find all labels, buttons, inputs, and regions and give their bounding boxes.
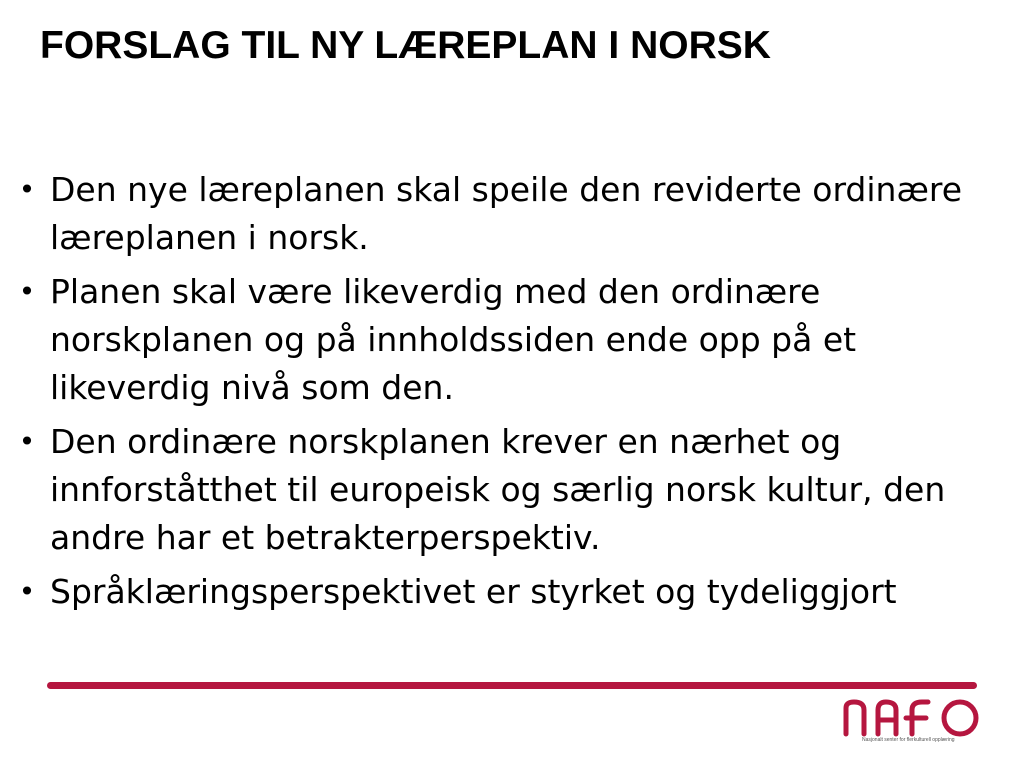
bullet-dot-icon: •: [18, 425, 36, 458]
nafo-logo: [838, 694, 988, 754]
logo-tagline: Nasjonalt senter for flerkulturell opplæring: [862, 737, 955, 743]
bullet-text: Den ordinære norskplanen krever en nærhet og innforståtthet til europeisk og særlig norsk kultur, den andre har et betrakterperspektiv.: [50, 422, 946, 557]
bullet-item: [12, 166, 1020, 262]
bullet-dot-icon: •: [18, 575, 36, 608]
bullet-item: [12, 418, 1020, 562]
bullet-dot-icon: •: [18, 275, 36, 308]
bullet-item: [12, 268, 1020, 412]
slide-title: FORSLAG TIL NY LÆREPLAN I NORSK: [40, 24, 771, 67]
bullet-text: Den nye læreplanen skal speile den reviderte ordinære læreplanen i norsk.: [50, 170, 963, 257]
bullet-dot-icon: •: [18, 173, 36, 206]
bullet-list: [12, 166, 1020, 622]
bullet-text: Språklæringsperspektivet er styrket og tydeliggjort: [50, 572, 897, 611]
bullet-text: Planen skal være likeverdig med den ordinære norskplanen og på innholdssiden ende opp på et likeverdig nivå som den.: [50, 272, 857, 407]
bullet-item: [12, 568, 1020, 616]
nafo-logo-icon: [838, 694, 988, 738]
divider-line: [47, 682, 977, 689]
